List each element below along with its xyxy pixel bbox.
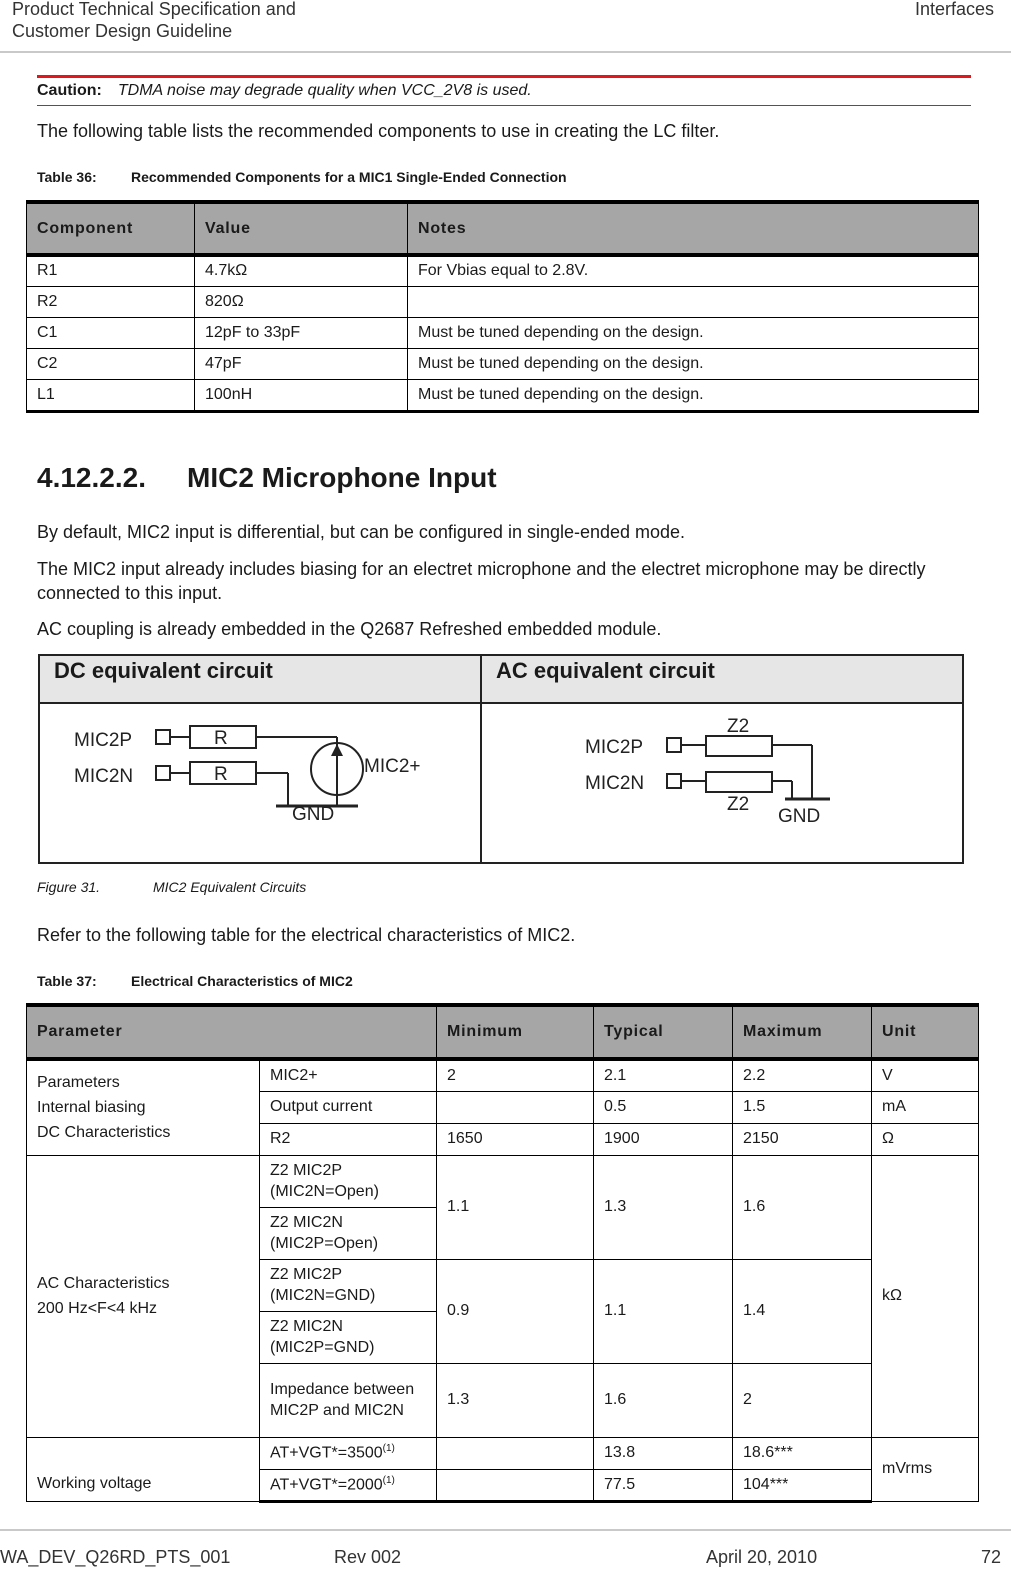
table-cell: 0.9	[437, 1259, 594, 1363]
mic2-equivalent-circuits-figure	[38, 654, 964, 864]
table-cell: Must be tuned depending on the design.	[408, 348, 979, 379]
mic2n-pin	[156, 766, 170, 780]
header-left	[12, 0, 296, 42]
table-cell: C2	[27, 348, 195, 379]
ac-gnd-label: GND	[778, 806, 821, 827]
column-header: Typical	[594, 1005, 733, 1059]
group-label-line: Parameters	[37, 1074, 120, 1092]
group-label-dc	[27, 1059, 260, 1155]
column-header: Maximum	[733, 1005, 872, 1059]
table-cell: 100nH	[195, 379, 408, 411]
table36-caption	[37, 169, 567, 185]
table-cell: Z2 MIC2P (MIC2N=Open)	[260, 1155, 437, 1207]
table-cell: 820Ω	[195, 286, 408, 317]
footer-page-number: 72	[980, 1547, 1001, 1567]
table-cell: 1.3	[594, 1155, 733, 1259]
dc-mic2p-label: MIC2P	[74, 730, 133, 751]
group-label-line: 200 Hz<F<4 kHz	[37, 1300, 158, 1317]
footer-rule	[0, 1529, 1011, 1531]
table-row	[27, 1155, 979, 1207]
table-cell: kΩ	[872, 1155, 979, 1437]
header-rule	[0, 51, 1011, 53]
footnote-marker: (1)	[382, 1474, 395, 1486]
table-cell: 1900	[594, 1123, 733, 1155]
dc-mic2n-label: MIC2N	[74, 766, 134, 787]
column-header: Value	[195, 202, 408, 255]
column-header: Minimum	[437, 1005, 594, 1059]
table-cell	[437, 1469, 594, 1501]
table-row	[27, 379, 979, 411]
table-cell	[437, 1091, 594, 1123]
paragraph: AC coupling is already embedded in the Q2687 Refreshed embedded module.	[37, 619, 662, 639]
impedance-z2-2	[706, 772, 772, 792]
column-header: Unit	[872, 1005, 979, 1059]
table-cell: C1	[27, 317, 195, 348]
header-section: Interfaces	[914, 0, 994, 19]
table-cell: mVrms	[872, 1437, 979, 1501]
caution-top-rule	[37, 75, 971, 78]
table-cell: 18.6***	[733, 1437, 872, 1469]
dc-circuit-title: DC equivalent circuit	[54, 658, 273, 683]
table-cell: 1.1	[594, 1259, 733, 1363]
figure-title: MIC2 Equivalent Circuits	[153, 879, 307, 895]
table-cell	[260, 1469, 437, 1501]
table-cell: Impedance between MIC2P and MIC2N	[260, 1363, 437, 1437]
table-cell: Must be tuned depending on the design.	[408, 317, 979, 348]
caution-label: Caution:	[37, 82, 102, 99]
footer-revision: Rev 002	[334, 1547, 402, 1567]
table-cell: 2	[733, 1363, 872, 1437]
header-title-line2: Customer Design Guideline	[12, 21, 233, 41]
table-cell: 1.3	[437, 1363, 594, 1437]
table-cell	[260, 1437, 437, 1469]
table-row	[27, 1059, 979, 1091]
table-cell: R2	[260, 1123, 437, 1155]
ac-z2-bottom-label: Z2	[727, 794, 750, 815]
table-cell: 1.5	[733, 1091, 872, 1123]
table-cell: 1.4	[733, 1259, 872, 1363]
ac-circuit-title: AC equivalent circuit	[496, 658, 715, 683]
table-row	[27, 317, 979, 348]
table-cell: Ω	[872, 1123, 979, 1155]
table-cell: 1.6	[733, 1155, 872, 1259]
table-cell: V	[872, 1059, 979, 1091]
table-cell: R2	[27, 286, 195, 317]
paragraph: By default, MIC2 input is differential, but can be configured in single-ended mode.	[37, 522, 686, 542]
table37-caption	[37, 973, 353, 989]
components-table	[26, 200, 979, 413]
table-cell: 2150	[733, 1123, 872, 1155]
dc-r1-label: R	[214, 728, 228, 749]
table-cell: R1	[27, 255, 195, 286]
figure-number: Figure 31.	[37, 879, 101, 895]
ac-mic2p-pin	[667, 738, 681, 752]
ac-mic2p-label: MIC2P	[585, 737, 644, 758]
table-cell: 104***	[733, 1469, 872, 1501]
ac-mic2n-pin	[667, 774, 681, 788]
group-label-working-voltage: Working voltage	[27, 1437, 260, 1501]
figure-caption	[37, 879, 306, 895]
table-cell: 4.7kΩ	[195, 255, 408, 286]
footnote-marker: (1)	[382, 1443, 395, 1455]
table-cell: 2.1	[594, 1059, 733, 1091]
table-cell: 2	[437, 1059, 594, 1091]
caution-text: TDMA noise may degrade quality when VCC_2V8 is used.	[117, 82, 532, 99]
dc-r2-label: R	[214, 764, 228, 785]
impedance-z2-1	[706, 736, 772, 756]
table37-title: Electrical Characteristics of MIC2	[131, 973, 353, 989]
table36-title: Recommended Components for a MIC1 Single-Ended Connection	[131, 169, 567, 185]
table-cell: mA	[872, 1091, 979, 1123]
table-cell	[408, 286, 979, 317]
footer-date: April 20, 2010	[706, 1547, 818, 1567]
dc-gnd-label: GND	[292, 804, 335, 825]
section-title: MIC2 Microphone Input	[187, 462, 497, 493]
table-cell: 0.5	[594, 1091, 733, 1123]
refer-paragraph: Refer to the following table for the electrical characteristics of MIC2.	[37, 925, 576, 945]
intro-paragraph: The following table lists the recommended components to use in creating the LC filter.	[37, 121, 720, 141]
table-row	[27, 348, 979, 379]
table-cell: 1.6	[594, 1363, 733, 1437]
table-cell: L1	[27, 379, 195, 411]
table-cell: For Vbias equal to 2.8V.	[408, 255, 979, 286]
column-header: Notes	[408, 202, 979, 255]
table-cell: 1.1	[437, 1155, 594, 1259]
ac-z2-top-label: Z2	[727, 716, 750, 737]
group-label-line: DC Characteristics	[37, 1124, 171, 1142]
table-cell: MIC2+	[260, 1059, 437, 1091]
header-title-line1: Product Technical Specification and	[12, 0, 296, 19]
table-cell: Must be tuned depending on the design.	[408, 379, 979, 411]
table-header-row	[27, 1005, 979, 1059]
section-heading	[37, 462, 497, 494]
table-cell: Z2 MIC2N (MIC2P=GND)	[260, 1311, 437, 1363]
table-cell	[437, 1437, 594, 1469]
table-cell: Z2 MIC2P (MIC2N=GND)	[260, 1259, 437, 1311]
caution-note	[37, 82, 532, 100]
table37-number: Table 37:	[37, 973, 97, 989]
table-cell: Output current	[260, 1091, 437, 1123]
caution-bottom-rule	[37, 105, 971, 106]
section-number: 4.12.2.2.	[37, 462, 146, 493]
ac-mic2n-label: MIC2N	[585, 773, 645, 794]
table36-number: Table 36:	[37, 169, 97, 185]
table-cell: 1650	[437, 1123, 594, 1155]
table-row	[27, 255, 979, 286]
table-row	[27, 286, 979, 317]
table-cell-text: AT+VGT*=3500	[270, 1444, 383, 1462]
table-cell: 2.2	[733, 1059, 872, 1091]
mic2-characteristics-table	[26, 1003, 979, 1503]
group-label-line: AC Characteristics	[37, 1275, 170, 1292]
dc-mic2plus-label: MIC2+	[364, 756, 421, 777]
table-cell: 12pF to 33pF	[195, 317, 408, 348]
circuit-diagram	[40, 656, 962, 862]
footer-doc-id: WA_DEV_Q26RD_PTS_001	[0, 1547, 231, 1567]
table-cell: 77.5	[594, 1469, 733, 1501]
group-label-line: Internal biasing	[37, 1099, 146, 1117]
column-header: Parameter	[27, 1005, 437, 1059]
table-cell: 47pF	[195, 348, 408, 379]
column-header: Component	[27, 202, 195, 255]
table-row	[27, 1437, 979, 1469]
table-cell: Z2 MIC2N (MIC2P=Open)	[260, 1207, 437, 1259]
group-label-ac	[27, 1155, 260, 1437]
table-header-row	[27, 202, 979, 255]
mic2p-pin	[156, 730, 170, 744]
paragraph: The MIC2 input already includes biasing for an electret microphone and the electret microphone may be directly connected to this input.	[37, 559, 926, 603]
table-cell: 13.8	[594, 1437, 733, 1469]
table-cell-text: AT+VGT*=2000	[270, 1476, 383, 1494]
